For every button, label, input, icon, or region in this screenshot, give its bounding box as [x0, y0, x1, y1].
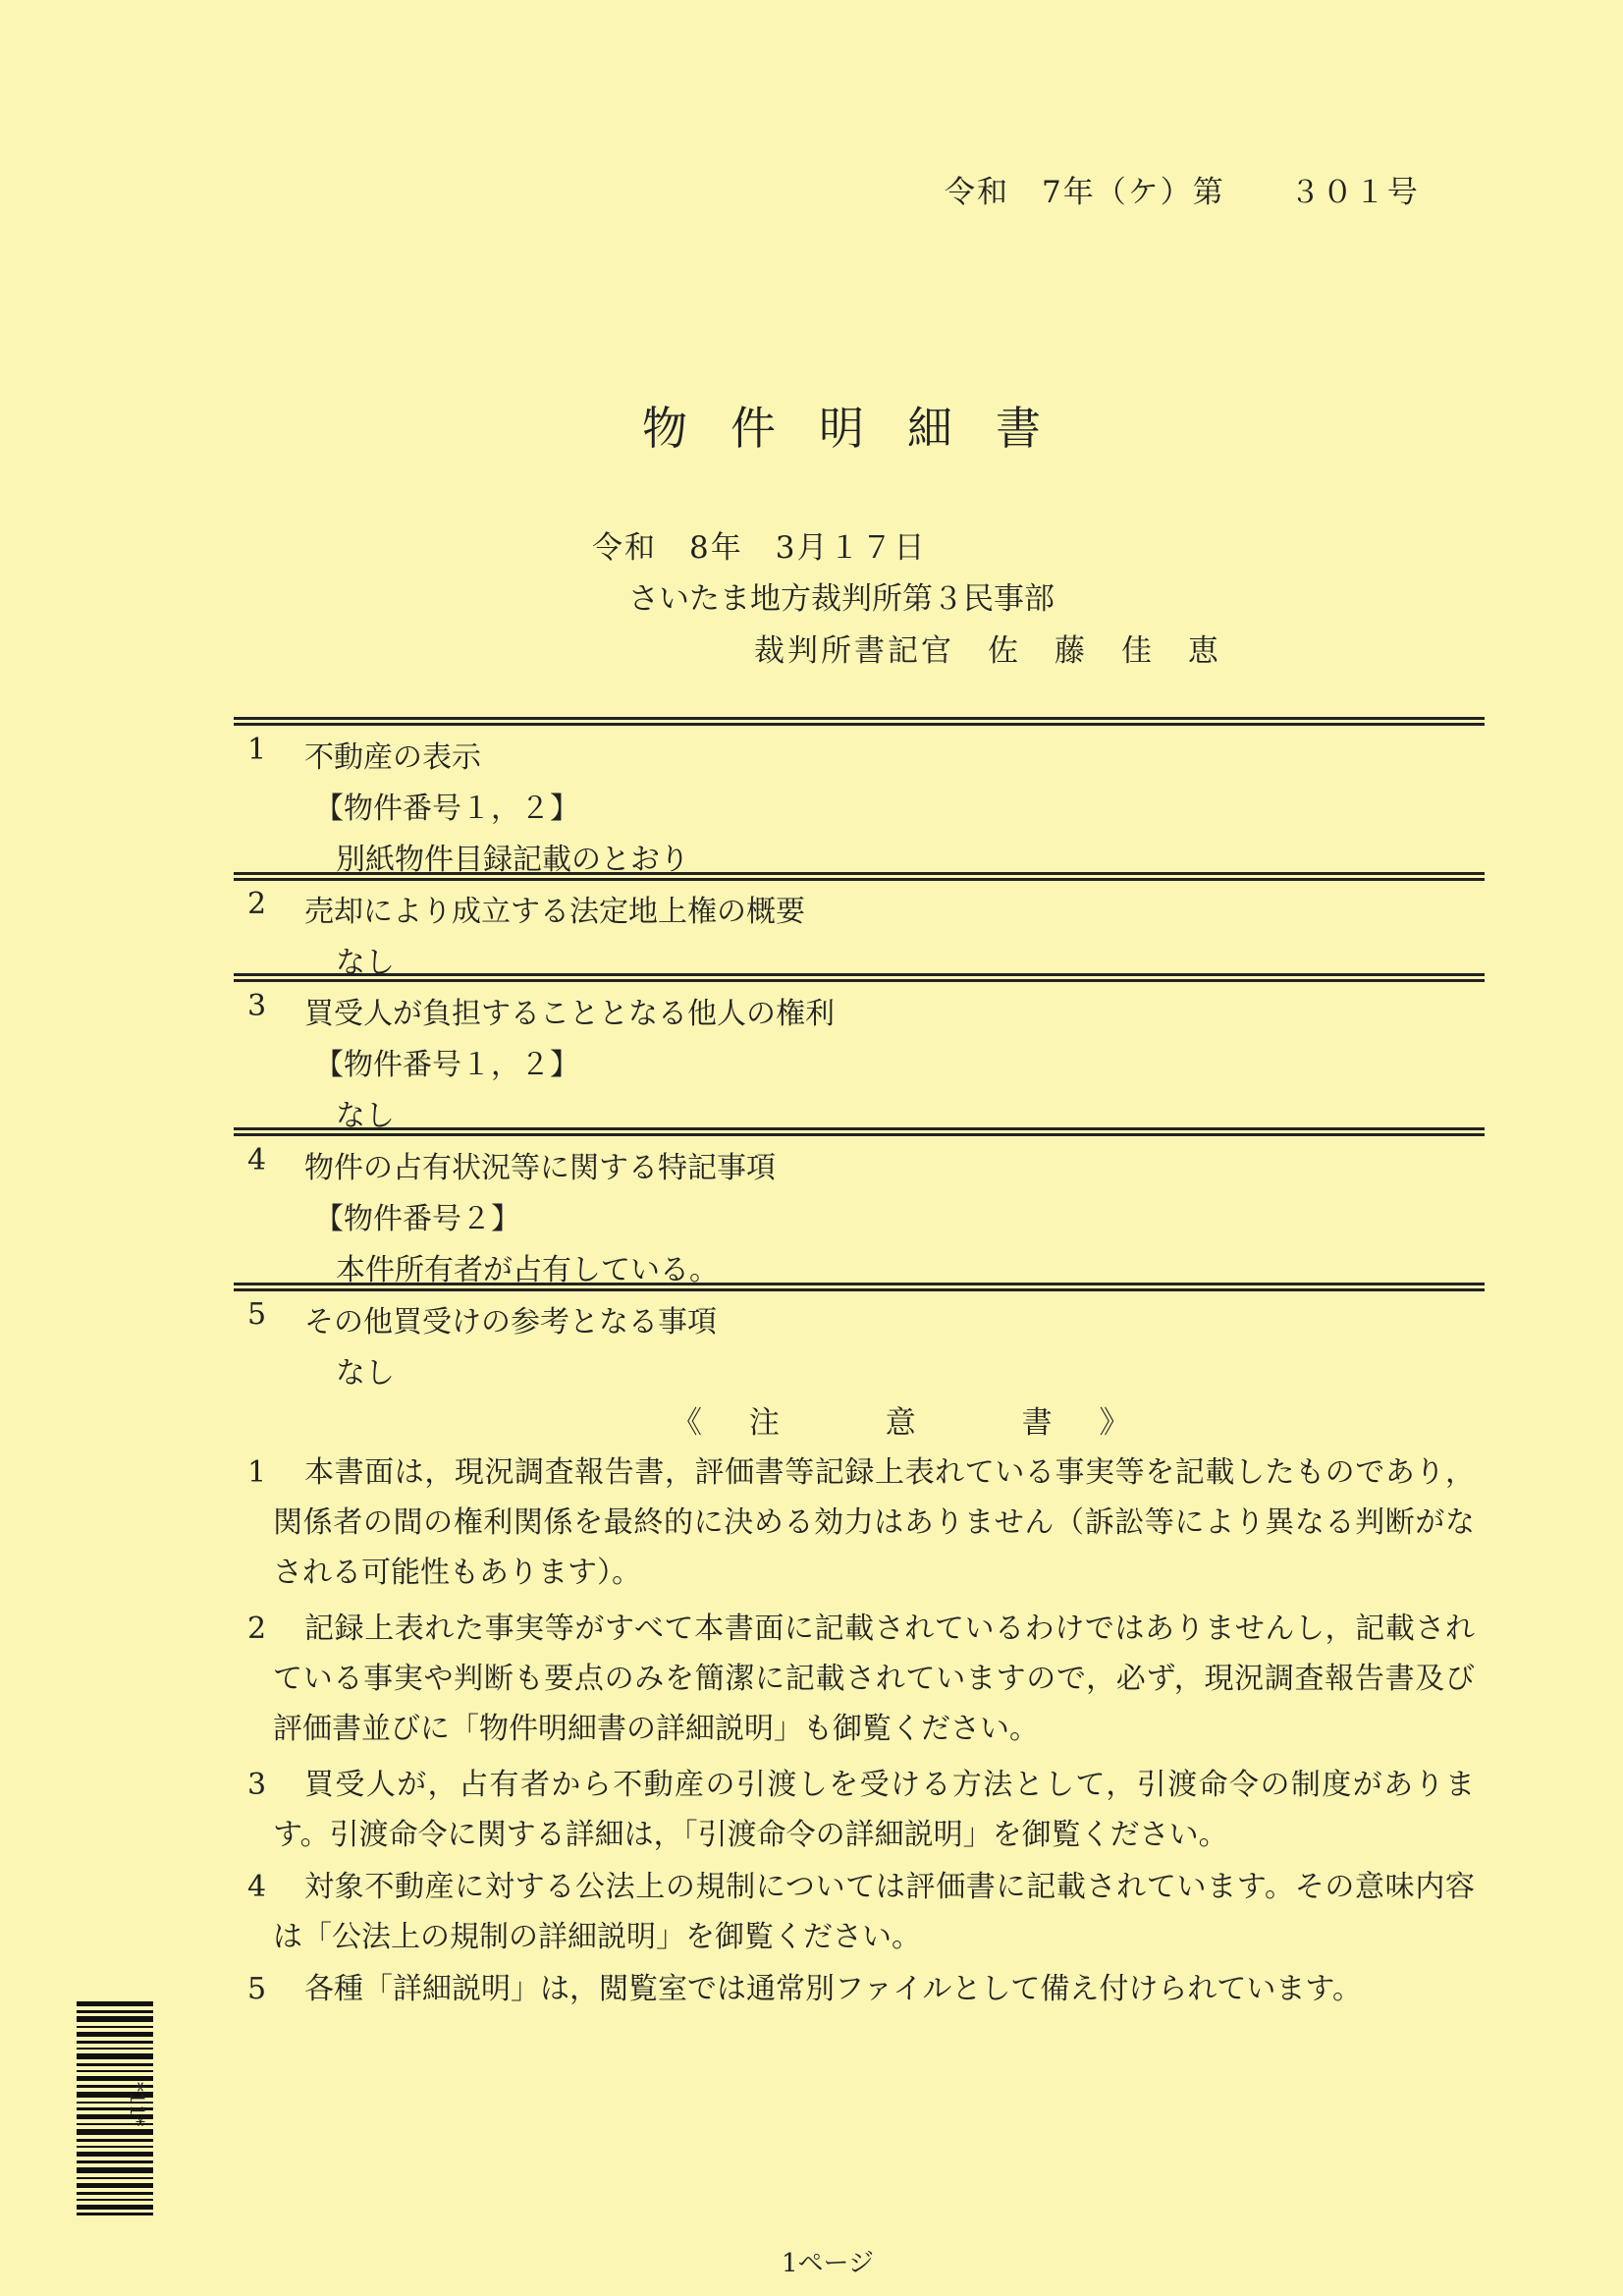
- notice-close-bracket: 》: [1099, 1405, 1134, 1441]
- notice-item: [247, 1448, 1475, 1598]
- notice-char: 書: [1021, 1405, 1056, 1441]
- section-3-heading: 買受人が負担することとなる他人の権利: [304, 997, 835, 1031]
- notice-item-number: 5: [247, 1972, 267, 2006]
- section-5-number: 5: [247, 1297, 267, 1332]
- section-2-value: なし: [336, 946, 395, 980]
- section-5-value: なし: [336, 1356, 395, 1391]
- notice-heading: [672, 1397, 1133, 1442]
- section-1-number: 1: [247, 733, 267, 767]
- section-rule: [234, 1127, 1485, 1136]
- document-title: 物件明細書: [642, 402, 1084, 455]
- notice-item-text: 記録上表れた事実等がすべて本書面に記載されているわけではありませんし，記載されている事実や判断も要点のみを簡潔に記載されていますので，必ず，現況調査報告書及び評価書並びに「物件明細書の詳細説明」も御覧ください。: [273, 1612, 1475, 1746]
- court-name: さいたま地方裁判所第３民事部: [628, 581, 1055, 617]
- case-number: 令和 7年（ケ）第 ３０１号: [945, 175, 1420, 210]
- section-4-heading: 物件の占有状況等に関する特記事項: [304, 1151, 776, 1185]
- section-3-number: 3: [247, 989, 267, 1023]
- section-rule: [234, 717, 1485, 726]
- section-5-heading: その他買受けの参考となる事項: [304, 1305, 717, 1339]
- section-3-value: なし: [336, 1099, 395, 1133]
- notice-item-number: 3: [247, 1768, 267, 1802]
- notice-item: [247, 1964, 1475, 2014]
- section-1-heading: 不動産の表示: [304, 740, 481, 775]
- notice-char: 注: [748, 1405, 784, 1441]
- notice-item-number: 4: [247, 1870, 267, 1904]
- section-4-value: 本件所有者が占有している。: [336, 1253, 719, 1287]
- notice-item-text: 各種「詳細説明」は，閲覧室では通常別ファイルとして備え付けられています。: [304, 1972, 1362, 2006]
- notice-item-text: 本書面は，現況調査報告書，評価書等記録上表れている事実等を記載したものであり，関係者の間の権利関係を最終的に決める効力はありません（訴訟等により異なる判断がなされる可能性もあります）。: [273, 1455, 1475, 1590]
- section-1-property-numbers: 【物件番号１，２】: [314, 792, 579, 826]
- notice-open-bracket: 《: [672, 1405, 706, 1441]
- notice-item-number: 2: [247, 1612, 267, 1646]
- barcode-label: *11*: [126, 2082, 149, 2127]
- notice-item-text: 買受人が，占有者から不動産の引渡しを受ける方法として，引渡命令の制度があります。引渡命令に関する詳細は，「引渡命令の詳細説明」を御覧ください。: [273, 1768, 1475, 1852]
- section-3-property-numbers: 【物件番号１，２】: [314, 1048, 579, 1082]
- notice-char: 意: [885, 1405, 920, 1441]
- notice-item-text: 対象不動産に対する公法上の規制については評価書に記載されています。その意味内容は「公法上の規制の詳細説明」を御覧ください。: [273, 1870, 1475, 1954]
- notice-item: [247, 1862, 1475, 1962]
- notice-item: [247, 1760, 1475, 1860]
- section-4-number: 4: [247, 1143, 267, 1177]
- page-number: 1ページ: [782, 2249, 875, 2278]
- section-2-number: 2: [247, 887, 267, 921]
- section-rule: [234, 973, 1485, 982]
- issue-date: 令和 8年 3月１７日: [592, 530, 927, 566]
- section-4-property-numbers: 【物件番号２】: [314, 1202, 520, 1236]
- section-2-heading: 売却により成立する法定地上権の概要: [304, 895, 805, 929]
- notice-item: [247, 1604, 1475, 1754]
- clerk-name: 裁判所書記官 佐 藤 佳 恵: [754, 633, 1221, 669]
- notice-item-number: 1: [247, 1455, 267, 1490]
- section-1-value: 別紙物件目録記載のとおり: [336, 843, 689, 877]
